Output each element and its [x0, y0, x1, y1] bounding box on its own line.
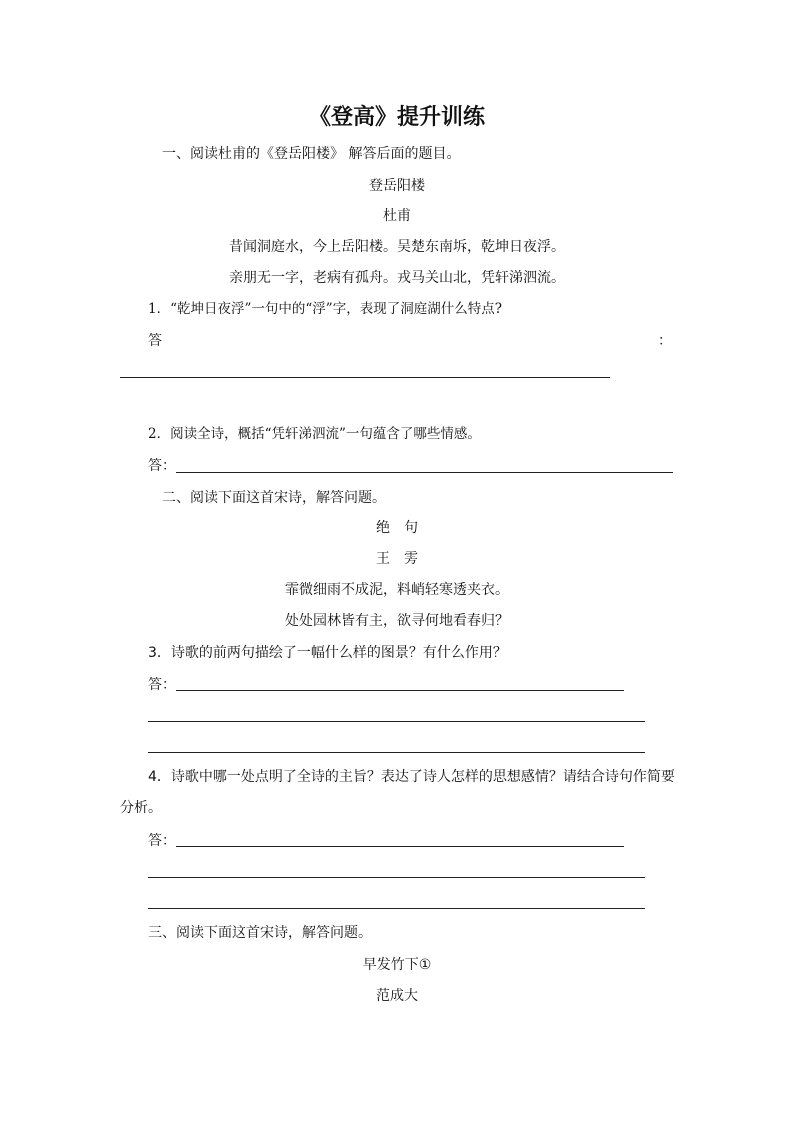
poem1-line: 亲朋无一字，老病有孤舟。戎马关山北，凭轩涕泗流。 — [229, 270, 565, 286]
question-1: 1．“乾坤日夜浮”一句中的“浮”字，表现了洞庭湖什么特点? — [148, 301, 502, 317]
poem1-author: 杜甫 — [383, 208, 411, 224]
q2-answer-label: 答： — [148, 458, 176, 474]
page-title: 《登高》提升训练 — [308, 104, 485, 130]
section2-heading: 二、阅读下面这首宋诗，解答问题。 — [162, 490, 386, 506]
poem3-author: 范成大 — [376, 988, 418, 1004]
q4-answer-line[interactable] — [148, 877, 645, 878]
question-2: 2．阅读全诗，概括“凭轩涕泗流”一句蕴含了哪些情感。 — [148, 426, 481, 442]
q4-answer-label: 答： — [148, 833, 176, 849]
poem1-line: 昔闻洞庭水，今上岳阳楼。吴楚东南坼，乾坤日夜浮。 — [229, 239, 565, 255]
q3-answer-line[interactable] — [148, 752, 645, 753]
question-3: 3．诗歌的前两句描绘了一幅什么样的图景？有什么作用？ — [148, 645, 507, 661]
q3-answer-line[interactable] — [176, 690, 624, 691]
section1-heading: 一、阅读杜甫的《登岳阳楼》 解答后面的题目。 — [162, 146, 461, 162]
poem3-title: 早发竹下① — [362, 957, 432, 973]
question-4: 4．诗歌中哪一处点明了全诗的主旨？表达了诗人怎样的思想感情？请结合诗句作简要 — [148, 769, 675, 785]
poem2-line: 霏微细雨不成泥，料峭轻寒透夹衣。 — [285, 582, 509, 598]
poem2-author: 王 雱 — [376, 551, 418, 567]
q2-answer-line[interactable] — [176, 472, 673, 473]
poem2-line: 处处园林皆有主，欲寻何地看春归？ — [285, 613, 509, 629]
poem2-title: 绝 句 — [376, 520, 418, 536]
q1-answer-line[interactable] — [120, 377, 610, 378]
q1-answer-colon: ： — [658, 333, 672, 349]
q4-answer-line[interactable] — [176, 846, 624, 847]
q4-answer-line[interactable] — [148, 908, 645, 909]
q3-answer-label: 答： — [148, 677, 176, 693]
question-4-continued: 分析。 — [120, 800, 162, 816]
poem1-title: 登岳阳楼 — [369, 178, 425, 194]
section3-heading: 三、阅读下面这首宋诗，解答问题。 — [148, 925, 372, 941]
q1-answer-label: 答 — [148, 333, 162, 349]
q3-answer-line[interactable] — [148, 721, 645, 722]
